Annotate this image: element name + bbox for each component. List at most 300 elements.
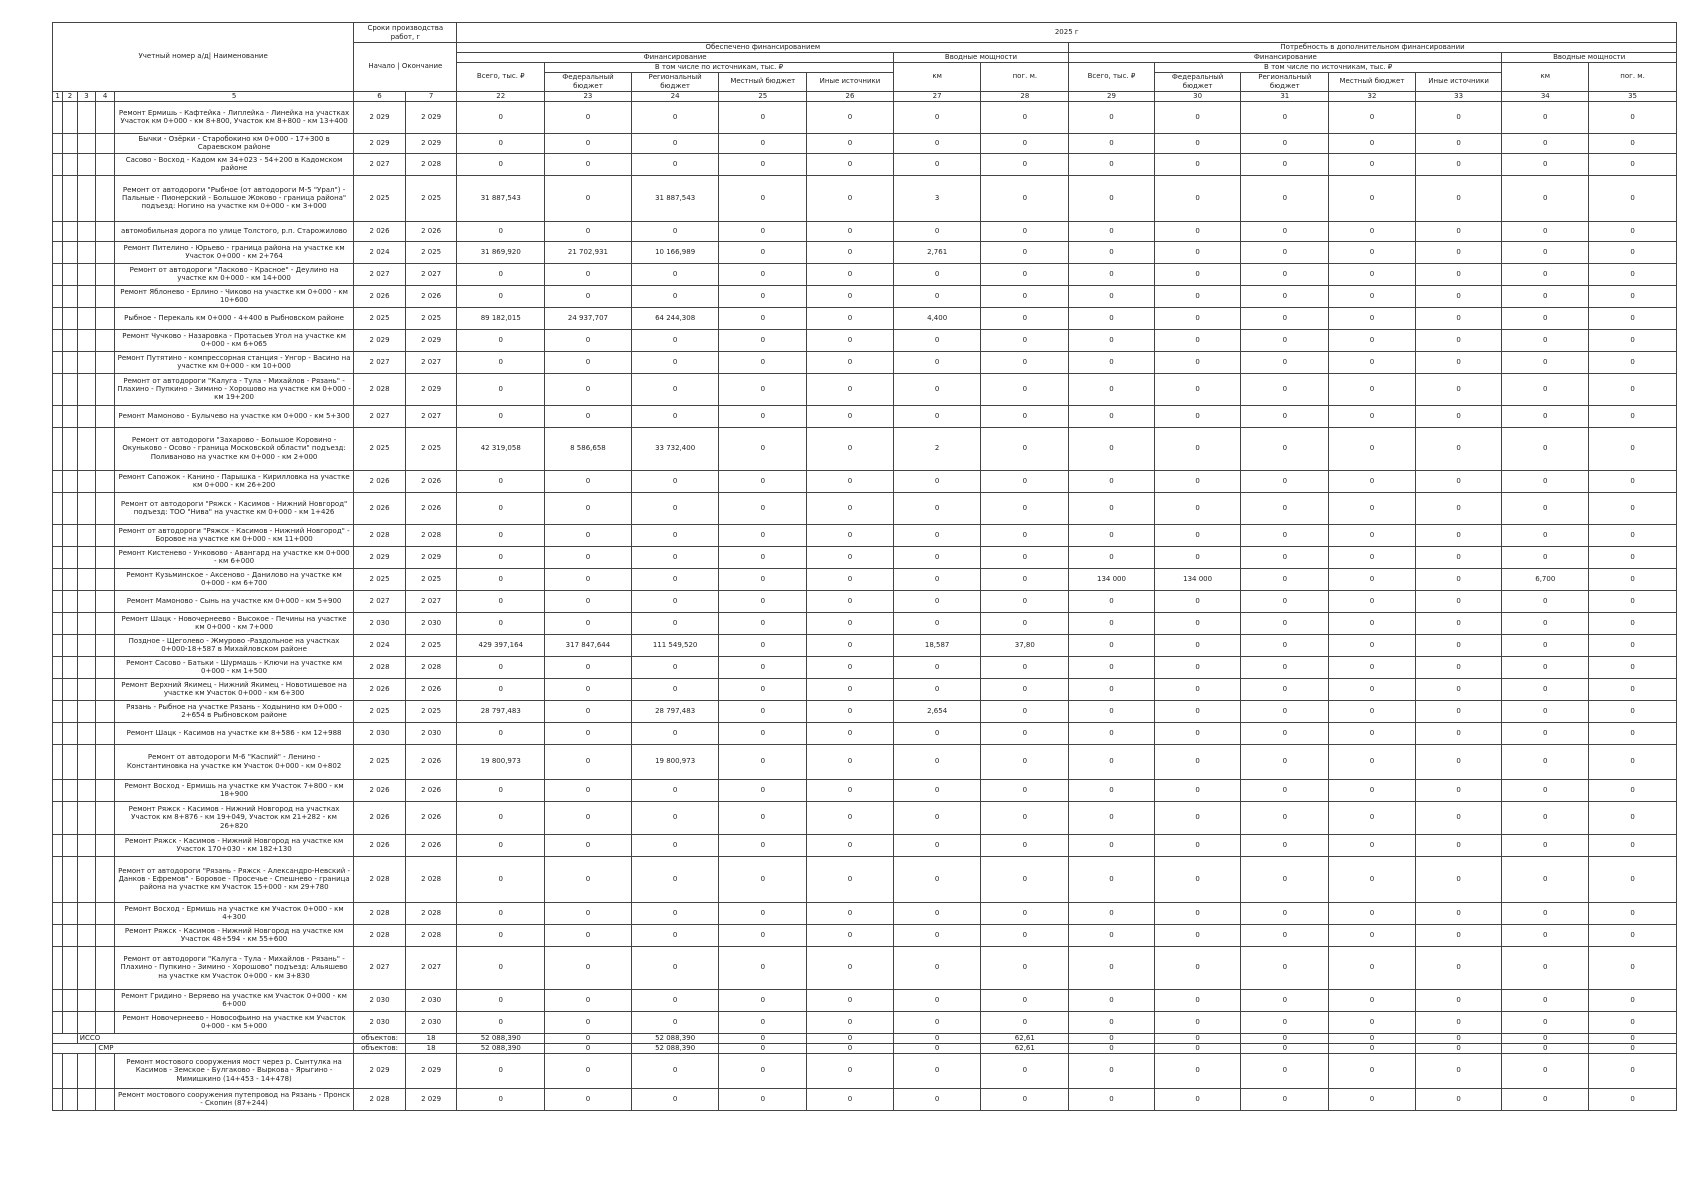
empty-cell: [77, 133, 96, 153]
value-cell: 0: [893, 924, 981, 946]
empty-cell: [53, 590, 63, 612]
value-cell: 0: [981, 1011, 1069, 1033]
value-cell: 0: [1069, 524, 1155, 546]
empty-cell: [63, 989, 77, 1011]
value-cell: 0: [1069, 405, 1155, 427]
value-cell: 0: [807, 590, 894, 612]
value-cell: 0: [1069, 329, 1155, 351]
value-cell: 6,700: [1502, 568, 1589, 590]
road-name: Ремонт Пителино - Юрьево - граница района на участке км Участок 0+000 - км 2+764: [114, 241, 353, 263]
value-cell: 0: [631, 989, 719, 1011]
start-year: 2 030: [354, 612, 406, 634]
value-cell: 0: [1069, 133, 1155, 153]
value-cell: 0: [631, 612, 719, 634]
empty-cell: [63, 634, 77, 656]
value-cell: 0: [1241, 989, 1329, 1011]
start-year: 2 028: [354, 524, 406, 546]
value-cell: 0: [545, 524, 632, 546]
value-cell: 0: [893, 946, 981, 989]
value-cell: 0: [1069, 834, 1155, 856]
value-cell: 0: [981, 329, 1069, 351]
value-cell: 0: [1589, 568, 1677, 590]
start-year: 2 025: [354, 175, 406, 221]
value-cell: 19 800,973: [631, 744, 719, 779]
value-cell: 0: [807, 307, 894, 329]
value-cell: 0: [1589, 1088, 1677, 1110]
empty-cell: [53, 263, 63, 285]
empty-cell: [53, 546, 63, 568]
value-cell: 0: [981, 722, 1069, 744]
value-cell: 21 702,931: [545, 241, 632, 263]
value-cell: 18,587: [893, 634, 981, 656]
value-cell: 0: [1241, 133, 1329, 153]
header-federal-2: Федеральный бюджет: [1154, 73, 1241, 92]
column-number: 3: [77, 91, 96, 101]
empty-cell: [77, 779, 96, 801]
header-year: 2025 г: [457, 23, 1677, 43]
value-cell: 0: [1415, 902, 1502, 924]
summary-value: 62,61: [981, 1033, 1069, 1043]
value-cell: 0: [893, 351, 981, 373]
value-cell: 0: [1069, 801, 1155, 834]
value-cell: 0: [1069, 285, 1155, 307]
value-cell: 0: [457, 329, 545, 351]
empty-cell: [77, 1011, 96, 1033]
table-row: [53, 902, 1677, 924]
value-cell: 0: [631, 678, 719, 700]
start-year: 2 025: [354, 700, 406, 722]
start-year: 2 026: [354, 492, 406, 524]
start-year: 2 027: [354, 263, 406, 285]
value-cell: 0: [1069, 470, 1155, 492]
value-cell: 0: [545, 612, 632, 634]
value-cell: 0: [457, 1011, 545, 1033]
value-cell: 0: [1329, 924, 1416, 946]
end-year: 2 026: [405, 801, 457, 834]
value-cell: 0: [893, 902, 981, 924]
empty-cell: [96, 221, 115, 241]
table-row: [53, 856, 1677, 902]
value-cell: 0: [1154, 524, 1241, 546]
end-year: 2 030: [405, 989, 457, 1011]
value-cell: 0: [1069, 902, 1155, 924]
empty-cell: [77, 989, 96, 1011]
value-cell: 0: [1415, 133, 1502, 153]
empty-cell: [63, 153, 77, 175]
start-year: 2 027: [354, 351, 406, 373]
value-cell: 0: [1329, 175, 1416, 221]
value-cell: 0: [1154, 856, 1241, 902]
value-cell: 0: [1069, 612, 1155, 634]
header-title: Учетный номер а/д| Наименование: [53, 23, 354, 92]
empty-cell: [53, 241, 63, 263]
table-row: [53, 590, 1677, 612]
empty-cell: [77, 175, 96, 221]
value-cell: 0: [1589, 470, 1677, 492]
summary-value: 0: [1069, 1033, 1155, 1043]
value-cell: 0: [1241, 779, 1329, 801]
value-cell: 0: [1329, 329, 1416, 351]
value-cell: 0: [1589, 427, 1677, 470]
value-cell: 0: [1329, 634, 1416, 656]
value-cell: 0: [1415, 722, 1502, 744]
value-cell: 0: [631, 946, 719, 989]
value-cell: 0: [719, 856, 807, 902]
value-cell: 0: [1154, 612, 1241, 634]
value-cell: 0: [1329, 153, 1416, 175]
empty-cell: [53, 351, 63, 373]
value-cell: 0: [893, 285, 981, 307]
value-cell: 0: [719, 175, 807, 221]
empty-cell: [96, 946, 115, 989]
value-cell: 0: [981, 405, 1069, 427]
value-cell: 0: [807, 634, 894, 656]
value-cell: 0: [1502, 351, 1589, 373]
value-cell: 0: [1241, 1053, 1329, 1088]
value-cell: 0: [1069, 1011, 1155, 1033]
value-cell: 0: [631, 590, 719, 612]
start-year: 2 029: [354, 133, 406, 153]
table-row: [53, 285, 1677, 307]
empty-cell: [63, 307, 77, 329]
value-cell: 0: [1589, 351, 1677, 373]
value-cell: 0: [807, 263, 894, 285]
value-cell: 0: [1329, 590, 1416, 612]
table-row: [53, 221, 1677, 241]
value-cell: 0: [1415, 221, 1502, 241]
road-name: Ремонт Чучково - Назаровка - Протасьев Угол на участке км 0+000 - км 6+065: [114, 329, 353, 351]
value-cell: 0: [1329, 492, 1416, 524]
value-cell: 0: [631, 856, 719, 902]
summary-value: 0: [1329, 1043, 1416, 1053]
value-cell: 0: [893, 153, 981, 175]
value-cell: 0: [807, 612, 894, 634]
value-cell: 0: [981, 101, 1069, 133]
road-name: Ремонт Ряжск - Касимов - Нижний Новгород на участке км Участок 48+594 - км 55+600: [114, 924, 353, 946]
table-row: [53, 779, 1677, 801]
header-by-sources-2: В том числе по источникам, тыс. ₽: [1154, 63, 1502, 73]
empty-cell: [77, 744, 96, 779]
value-cell: 0: [807, 989, 894, 1011]
summary-unit: объектов:: [354, 1033, 406, 1043]
value-cell: 0: [719, 989, 807, 1011]
end-year: 2 026: [405, 221, 457, 241]
value-cell: 0: [457, 801, 545, 834]
value-cell: 0: [893, 405, 981, 427]
empty-cell: [53, 221, 63, 241]
value-cell: 0: [1589, 241, 1677, 263]
empty-cell: [53, 924, 63, 946]
value-cell: 0: [545, 856, 632, 902]
start-year: 2 026: [354, 285, 406, 307]
header-local-2: Местный бюджет: [1329, 73, 1416, 92]
value-cell: 0: [807, 700, 894, 722]
end-year: 2 026: [405, 470, 457, 492]
value-cell: 0: [1241, 285, 1329, 307]
column-number: 32: [1329, 91, 1416, 101]
empty-cell: [53, 1033, 78, 1043]
value-cell: 0: [1329, 373, 1416, 405]
empty-cell: [53, 946, 63, 989]
value-cell: 0: [1502, 492, 1589, 524]
empty-cell: [77, 946, 96, 989]
value-cell: 0: [1415, 634, 1502, 656]
value-cell: 0: [1502, 373, 1589, 405]
empty-cell: [53, 856, 63, 902]
value-cell: 0: [1415, 856, 1502, 902]
value-cell: 0: [981, 351, 1069, 373]
empty-cell: [77, 285, 96, 307]
value-cell: 0: [893, 524, 981, 546]
empty-cell: [53, 1053, 63, 1088]
empty-cell: [63, 924, 77, 946]
value-cell: 0: [1589, 634, 1677, 656]
value-cell: 0: [1415, 989, 1502, 1011]
road-name: Сасово - Восход - Кадом км 34+023 - 54+200 в Кадомском районе: [114, 153, 353, 175]
value-cell: 0: [1415, 101, 1502, 133]
header-capacity: Вводные мощности: [893, 53, 1068, 63]
value-cell: 0: [1069, 989, 1155, 1011]
value-cell: 0: [807, 329, 894, 351]
value-cell: 10 166,989: [631, 241, 719, 263]
value-cell: 0: [457, 546, 545, 568]
empty-cell: [96, 989, 115, 1011]
value-cell: 0: [807, 492, 894, 524]
value-cell: 0: [1329, 744, 1416, 779]
value-cell: 0: [1502, 427, 1589, 470]
road-name: Ремонт Ряжск - Касимов - Нижний Новгород на участке км Участок 170+030 - км 182+130: [114, 834, 353, 856]
value-cell: 0: [1069, 1088, 1155, 1110]
value-cell: 0: [807, 133, 894, 153]
end-year: 2 030: [405, 1011, 457, 1033]
value-cell: 0: [1502, 470, 1589, 492]
empty-cell: [96, 801, 115, 834]
column-number: 31: [1241, 91, 1329, 101]
value-cell: 0: [981, 902, 1069, 924]
empty-cell: [63, 779, 77, 801]
value-cell: 0: [545, 175, 632, 221]
value-cell: 0: [1069, 722, 1155, 744]
empty-cell: [53, 153, 63, 175]
value-cell: 0: [457, 373, 545, 405]
end-year: 2 025: [405, 700, 457, 722]
end-year: 2 026: [405, 492, 457, 524]
value-cell: 0: [1069, 101, 1155, 133]
value-cell: 0: [893, 373, 981, 405]
value-cell: 0: [807, 801, 894, 834]
road-name: Ремонт от автодороги "Рязань - Ряжск - Александро-Невский - Данков - Ефремов" - Боровое - Просечье - Спешнево - граница района на участке км Участок 15+000 - км 29+780: [114, 856, 353, 902]
empty-cell: [63, 351, 77, 373]
empty-cell: [53, 405, 63, 427]
value-cell: 0: [631, 801, 719, 834]
start-year: 2 029: [354, 329, 406, 351]
value-cell: 0: [1069, 241, 1155, 263]
empty-cell: [63, 546, 77, 568]
value-cell: 0: [807, 470, 894, 492]
value-cell: 0: [807, 405, 894, 427]
value-cell: 0: [1069, 924, 1155, 946]
value-cell: 0: [1069, 307, 1155, 329]
value-cell: 0: [1415, 492, 1502, 524]
empty-cell: [53, 427, 63, 470]
value-cell: 0: [545, 221, 632, 241]
value-cell: 429 397,164: [457, 634, 545, 656]
empty-cell: [53, 175, 63, 221]
value-cell: 0: [893, 612, 981, 634]
value-cell: 0: [1069, 153, 1155, 175]
value-cell: 0: [1241, 902, 1329, 924]
empty-cell: [77, 329, 96, 351]
empty-cell: [96, 405, 115, 427]
value-cell: 0: [981, 427, 1069, 470]
summary-value: 0: [1502, 1033, 1589, 1043]
value-cell: 0: [1241, 546, 1329, 568]
road-name: Ремонт мостового сооружения мост через р. Сынтулка на Касимов - Земское - Булгаково - Выркова - Ярыгино - Мимишкино (14+453 - 14+478): [114, 1053, 353, 1088]
value-cell: 0: [631, 263, 719, 285]
summary-value: 62,61: [981, 1043, 1069, 1053]
value-cell: 0: [457, 722, 545, 744]
end-year: 2 028: [405, 924, 457, 946]
value-cell: 0: [1329, 834, 1416, 856]
value-cell: 0: [981, 524, 1069, 546]
value-cell: 0: [1502, 307, 1589, 329]
value-cell: 0: [545, 779, 632, 801]
value-cell: 0: [1415, 946, 1502, 989]
start-year: 2 028: [354, 373, 406, 405]
road-name: Ремонт Мамоново - Сынь на участке км 0+000 - км 5+900: [114, 590, 353, 612]
value-cell: 0: [1154, 678, 1241, 700]
empty-cell: [63, 492, 77, 524]
road-name: Ремонт Кузьминское - Аксеново - Данилово на участке км 0+000 - км 6+700: [114, 568, 353, 590]
column-number: 25: [719, 91, 807, 101]
road-name: автомобильная дорога по улице Толстого, р.п. Старожилово: [114, 221, 353, 241]
column-number: 4: [96, 91, 115, 101]
empty-cell: [63, 856, 77, 902]
empty-cell: [96, 263, 115, 285]
value-cell: 0: [1241, 634, 1329, 656]
value-cell: 0: [807, 101, 894, 133]
value-cell: 0: [1589, 902, 1677, 924]
road-name: Ремонт от автодороги "Захарово - Большое Коровино - Окуньково - Осово - граница Московской области" подъезд: Поливаново на участке км 0+000 - км 2+000: [114, 427, 353, 470]
start-year: 2 025: [354, 568, 406, 590]
value-cell: 0: [1329, 524, 1416, 546]
value-cell: 0: [457, 856, 545, 902]
value-cell: 0: [457, 133, 545, 153]
value-cell: 0: [807, 285, 894, 307]
value-cell: 0: [457, 1088, 545, 1110]
value-cell: 0: [1589, 133, 1677, 153]
value-cell: 0: [1241, 656, 1329, 678]
value-cell: 0: [893, 101, 981, 133]
value-cell: 0: [893, 989, 981, 1011]
value-cell: 0: [1069, 373, 1155, 405]
empty-cell: [53, 678, 63, 700]
value-cell: 0: [1154, 492, 1241, 524]
value-cell: 0: [981, 779, 1069, 801]
end-year: 2 026: [405, 744, 457, 779]
value-cell: 0: [719, 834, 807, 856]
value-cell: 0: [1241, 427, 1329, 470]
value-cell: 0: [807, 1088, 894, 1110]
value-cell: 28 797,483: [631, 700, 719, 722]
value-cell: 0: [1415, 175, 1502, 221]
value-cell: 0: [1154, 656, 1241, 678]
value-cell: 0: [1589, 924, 1677, 946]
summary-value: 0: [1589, 1043, 1677, 1053]
value-cell: 0: [631, 656, 719, 678]
value-cell: 0: [1589, 373, 1677, 405]
road-name: Ремонт Сасово - Батьки - Шурмашь - Ключи на участке км 0+000 - км 1+500: [114, 656, 353, 678]
empty-cell: [53, 101, 63, 133]
value-cell: 0: [1069, 744, 1155, 779]
value-cell: 0: [1069, 856, 1155, 902]
value-cell: 0: [457, 405, 545, 427]
table-row: [53, 700, 1677, 722]
road-name: Бычки - Озёрки - Старобокино км 0+000 - 17+300 в Сараевском районе: [114, 133, 353, 153]
value-cell: 0: [719, 568, 807, 590]
value-cell: 0: [457, 524, 545, 546]
summary-value: 0: [893, 1033, 981, 1043]
value-cell: 0: [1154, 221, 1241, 241]
end-year: 2 026: [405, 779, 457, 801]
empty-cell: [63, 834, 77, 856]
value-cell: 28 797,483: [457, 700, 545, 722]
start-year: 2 029: [354, 101, 406, 133]
value-cell: 0: [893, 856, 981, 902]
start-year: 2 024: [354, 634, 406, 656]
value-cell: 0: [719, 133, 807, 153]
value-cell: 0: [457, 779, 545, 801]
start-year: 2 025: [354, 307, 406, 329]
value-cell: 0: [1154, 285, 1241, 307]
empty-cell: [53, 989, 63, 1011]
value-cell: 0: [1589, 612, 1677, 634]
summary-unit: объектов:: [354, 1043, 406, 1053]
value-cell: 0: [1502, 263, 1589, 285]
empty-cell: [96, 902, 115, 924]
value-cell: 0: [1069, 590, 1155, 612]
summary-value: 0: [1154, 1043, 1241, 1053]
column-number: 26: [807, 91, 894, 101]
value-cell: 0: [545, 946, 632, 989]
empty-cell: [63, 1053, 77, 1088]
value-cell: 0: [1329, 241, 1416, 263]
value-cell: 0: [1329, 221, 1416, 241]
empty-cell: [96, 656, 115, 678]
empty-cell: [63, 700, 77, 722]
value-cell: 0: [631, 329, 719, 351]
value-cell: 0: [1329, 656, 1416, 678]
value-cell: 0: [545, 285, 632, 307]
value-cell: 0: [1329, 263, 1416, 285]
value-cell: 0: [1069, 263, 1155, 285]
value-cell: 0: [1502, 744, 1589, 779]
table-row: [53, 263, 1677, 285]
column-numbers-row: [53, 91, 1677, 101]
value-cell: 0: [1154, 101, 1241, 133]
value-cell: 0: [1502, 241, 1589, 263]
start-year: 2 026: [354, 801, 406, 834]
table-header: [53, 23, 1677, 102]
value-cell: 0: [1241, 678, 1329, 700]
value-cell: 0: [807, 351, 894, 373]
value-cell: 0: [807, 524, 894, 546]
column-number: 1: [53, 91, 63, 101]
value-cell: 0: [1589, 779, 1677, 801]
value-cell: 0: [719, 427, 807, 470]
table-row: [53, 1053, 1677, 1088]
summary-value: 0: [545, 1033, 632, 1043]
